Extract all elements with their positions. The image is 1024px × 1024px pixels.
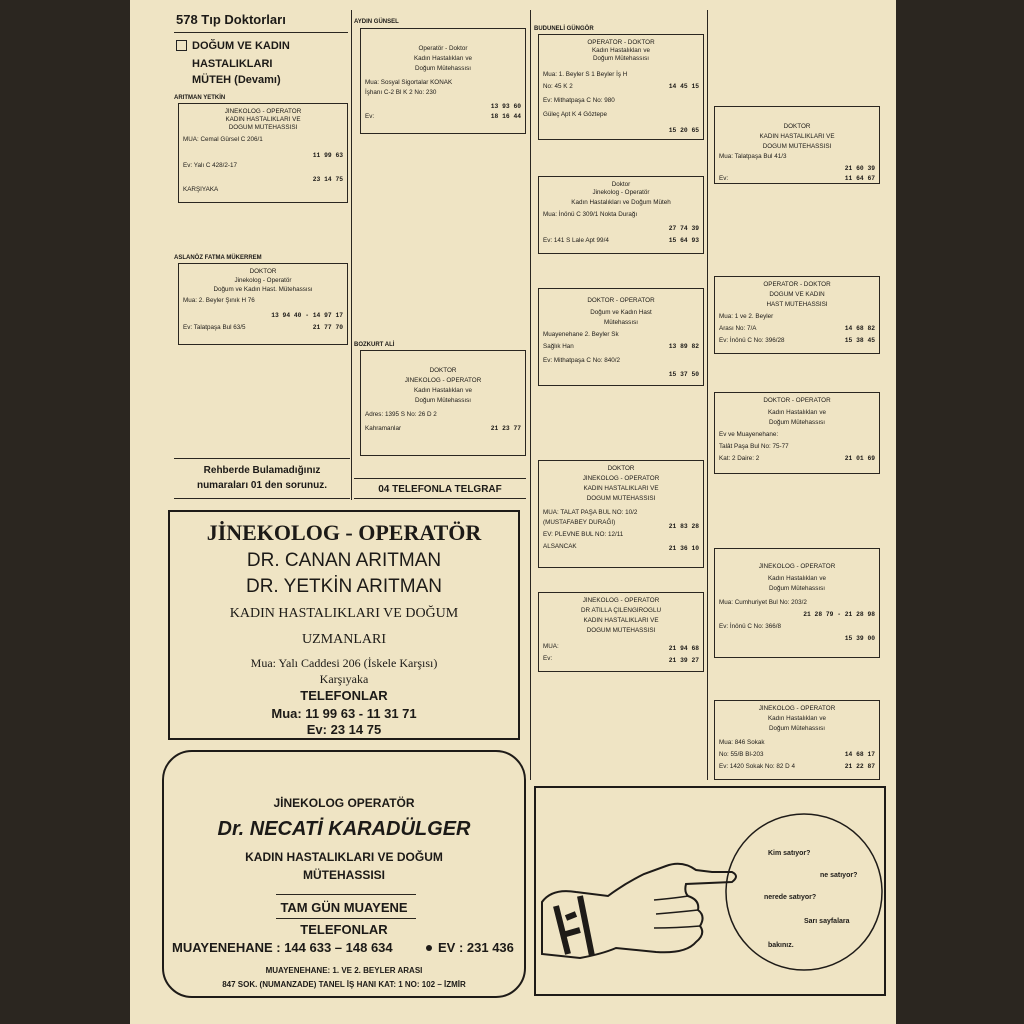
listing-box-gecger: JİNEKOLOG - OPERATÖR Kadın Hastalıkları ve Doğum Mütehassısı Mua: 846 Sokak No: 55/B Bl-203 14 68 17 Ev: 1420 Sokak No: 82 D 4 21 22 87: [714, 700, 880, 780]
col1-note-1: Rehberde Bulamadığınız: [203, 465, 321, 476]
ad-karadulger-addr1: MUAYENEHANE: 1. VE 2. BEYLER ARASI: [265, 966, 423, 975]
ad-karadulger-rule-1: [276, 894, 416, 895]
listing-box-burucek: Doktor Jinekolog - Operatör Kadın Hastalıkları ve Doğum Müteh Mua: İnönü C 309/1 Nokta Durağı 27 74 39 Ev: 141 S Lale Apt 99/4 15 64 93: [538, 176, 704, 254]
col2-note: 04 TELEFONLA TELGRAF: [378, 484, 502, 495]
col2-heading-bozkurt: BOZKURT ALİ: [354, 342, 395, 348]
listing-box-eryoner: JİNEKOLOG - OPERATÖR Kadın Hastalıkları ve Doğum Mütehassısı Mua: Cumhuriyet Bul No: 203/2 21 28 79 - 21 28 98 Ev: İnönü C No: 366/8 15 39 00: [714, 548, 880, 658]
col3-listing-b: [534, 258, 706, 276]
col-sep-2: [530, 10, 531, 780]
ad-yellow-pages: [534, 786, 886, 996]
ad-aritman-title: JİNEKOLOG - OPERATÖR: [206, 520, 482, 545]
col1-divider-2: [174, 498, 350, 499]
listing-box-ersoylu: OPERATÖR - DOKTOR DOĞUM VE KADIN HAST MÜTEHASSISI Mua: 1 ve 2. Beyler Arası No: 7/A 14 68 82 Ev: İnönü C No: 396/28 15 38 45: [714, 276, 880, 354]
ad-karadulger-spec1: KADIN HASTALIKLARI VE DOĞUM: [245, 850, 443, 864]
section-title-3: MÜTEH (Devamı): [192, 74, 281, 86]
ad-hand-q3: nerede satıyor?: [764, 894, 817, 901]
section-title-1: DOĞUM VE KADIN: [192, 40, 290, 52]
col2-listing-a: [354, 134, 526, 340]
col4-listing-a: [710, 30, 886, 106]
col1-listing-b: [174, 348, 350, 456]
pointing-hand-icon: [536, 788, 886, 996]
page-title: 578 Tıp Doktorları: [176, 12, 286, 27]
col4-listing-e: [710, 662, 886, 698]
bullet-icon: [426, 945, 432, 951]
col1-listing-a: [174, 208, 350, 256]
ad-aritman-telhead: TELEFONLAR: [300, 688, 388, 703]
ad-karadulger-title: JİNEKOLOG OPERATÖR: [273, 796, 415, 810]
ad-karadulger: [162, 750, 526, 998]
ad-aritman-ev: Ev: 23 14 75: [306, 722, 382, 737]
ad-aritman-dr1: DR. CANAN ARITMAN: [246, 550, 442, 571]
ad-hand-q4: Sarı sayfalara: [804, 918, 850, 925]
col2-listing-b: [354, 459, 526, 475]
listing-box-cavusoglu: DOKTOR JİNEKOLOG - OPERATÖR KADIN HASTALIKLARI VE DOĞUM MÜTEHASSISI MUA: TALAT PAŞA BUL NO: 10/2 (MUSTAFABEY DURAĞI) 21 83 28 EV: PLEVNE BUL NO: 12/11 ALSANCAK 21 36 10: [538, 460, 704, 568]
ad-aritman-uzman: UZMANLARI: [302, 632, 386, 647]
listing-box-aritman: JİNEKOLOG - OPERATÖR KADIN HASTALIKLARI VE DOĞUM MÜTEHASSISI MUA: Cemal Gürsel C 206/1 11 99 63 Ev: Yalı C 428/2-17 23 14 75 KARŞIYAKA: [178, 103, 348, 203]
ad-karadulger-phones: MUAYENEHANE : 144 633 – 148 634: [172, 940, 393, 955]
ad-karadulger-fullday: TAM GÜN MUAYENE: [280, 900, 408, 915]
listing-box-aslanoz: DOKTOR Jinekolog - Operatör Doğum ve Kadın Hast. Mütehassısı Mua: 2. Beyler Şınık H 76 13 94 40 - 14 97 17 Ev: Talatpaşa Bul 63/5 21 77 70: [178, 263, 348, 345]
ad-karadulger-name: Dr. NECATİ KARADÜLGER: [217, 818, 471, 840]
listing-box-buduneli: OPERATÖR - DOKTOR Kadın Hastalıkları ve Doğum Mütehassısı Mua: 1. Beyler S 1 Beyler İş H No: 45 K 2 14 45 15 Ev: Mithatpaşa C No: 980 Güleç Apt K 4 Göztepe 15 20 65: [538, 34, 704, 140]
col3-listing-e: [534, 674, 706, 782]
col3-listing-c: [534, 390, 706, 456]
ad-hand-q1: Kim satıyor?: [768, 850, 811, 857]
ad-karadulger-addr2: 847 SOK. (NUMANZADE) TANEL İŞ HANI KAT: 1 NO: 102 – İZMİR: [222, 980, 466, 989]
col1-heading-aritman: ARITMAN YETKİN: [174, 95, 226, 101]
ad-aritman-addr2: Karşıyaka: [319, 672, 369, 686]
col4-listing-b: [710, 212, 886, 270]
ad-aritman-addr1: Mua: Yalı Caddesi 206 (İskele Karşısı): [250, 656, 438, 670]
col4-listing-c: [710, 356, 886, 390]
col2-divider-2: [354, 498, 526, 499]
col3-listing-a: [534, 140, 706, 174]
col4-listing-d: [710, 474, 886, 546]
header-rule: [174, 32, 348, 33]
col1-divider: [174, 458, 350, 459]
section-title-2: HASTALIKLARI: [192, 58, 273, 70]
ad-aritman-mua: Mua: 11 99 63 - 11 31 71: [271, 706, 417, 721]
ad-karadulger-ev: EV : 231 436: [438, 940, 514, 955]
ad-hand-q5: bakınız.: [768, 942, 794, 949]
ad-aritman: [168, 510, 520, 740]
ad-karadulger-telhead: TELEFONLAR: [300, 922, 388, 937]
listing-box-bozkurt: DOKTOR JİNEKOLOG - OPERATÖR Kadın Hastalıkları ve Doğum Mütehassısı Adres: 1395 S No: 26 D 2 Kahramanlar 21 23 77: [360, 350, 526, 456]
listing-box-ertem: DOKTOR - OPERATÖR Kadın Hastalıkları ve Doğum Mütehassısı Ev ve Muayenehane: Talât Paşa Bul No: 75-77 Kat: 2 Daire: 2 21 01 69: [714, 392, 880, 474]
col1-heading-aslanoz: ASLANÖZ FATMA MÜKERREM: [174, 255, 262, 261]
col3-heading-buduneli: BUDUNELİ GÜNGÖR: [534, 26, 594, 32]
listing-box-cilengiroglu: JİNEKOLOG - OPERATÖR DR ATİLLA ÇİLENGİROĞLU KADIN HASTALIKLARI VE DOĞUM MÜTEHASSISI MUA: 21 94 68 Ev: 21 39 27: [538, 592, 704, 672]
ad-hand-q2: ne satıyor?: [820, 872, 858, 879]
listing-box-erpinar: DOKTOR KADIN HASTALIKLARI VE DOĞUM MÜTEHASSISI Mua: Talatpaşa Bul 41/3 21 60 39 Ev: 11 64 67: [714, 106, 880, 184]
ad-aritman-dr2: DR. YETKİN ARITMAN: [245, 576, 442, 597]
ad-karadulger-rule-2: [276, 918, 416, 919]
ad-aritman-spec: KADIN HASTALIKLARI VE DOĞUM: [229, 606, 459, 621]
ad-karadulger-spec2: MÜTEHASSISI: [302, 868, 385, 882]
listing-box-aydin: Operatör - Doktor Kadın Hastalıkları ve Doğum Mütehassısı Mua: Sosyal Sigortalar KONAK İşhanı C-2 Bl K 2 No: 230 13 93 60 Ev: 18 16 44: [360, 28, 526, 134]
col1-note-2: numaraları 01 den sorunuz.: [196, 480, 328, 491]
directory-page: [130, 0, 896, 1024]
col-sep-3: [707, 10, 708, 780]
col2-heading-aydin: AYDIN GÜNSEL: [354, 19, 399, 25]
col-sep-1: [351, 10, 352, 500]
listing-box-cebecioglu: DOKTOR - OPERATÖR Doğum ve Kadın Hast Mütehassısı Muayenehane 2. Beyler Sk Sağlık Han 13 89 82 Ev: Mithatpaşa C No: 840/2 15 37 50: [538, 288, 704, 386]
col2-divider: [354, 478, 526, 479]
col3-listing-d: [534, 572, 706, 590]
section-checkbox-icon: [176, 40, 187, 51]
